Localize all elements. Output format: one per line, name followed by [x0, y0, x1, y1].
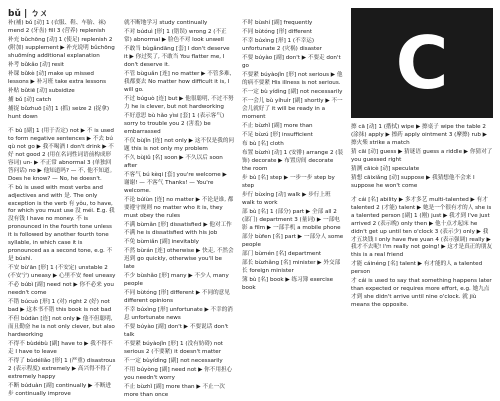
entry: 部门 bùmén [名] department [242, 251, 322, 258]
entry: 不安 bù'ān [形] 1 (不安定) unstable 2 (不安宁) uneasy ▶ 心里不安 feel uneasy [8, 264, 116, 279]
entry: 不仅 bùjǐn [连] not only ▶ 这不仅是我的问题 this is not only my problem [124, 137, 235, 152]
entry: 补课 bǔkè [动] make up missed lessons ▶ 补习班 take extra lessons [8, 71, 107, 85]
entry: 补贴 bǔtiē [动] subsidize [8, 88, 75, 94]
entry: 步 bù [名] step ▶ 一步一步 step by step [242, 175, 335, 190]
column-4 [351, 124, 493, 311]
entry: 才 cái [名] ability ▶ 多才多艺 multi-talented ▶ 有才 talented 2 (才能) talent ▶ 她是一个很有才的人 she is a talented person [副] 1 (刚) just ▶ 我才到 I've just arrived 2 (表示晚) only then ▶ 他十点才起床 he didn't get up until ten o'clock 3 (表示少) only ▶ 我才五块钱 I only have five yuan 4 (表示强调) really ▶ 我才不去呢! I'm really not going! ▶ 这才是真正的朋友 this is a real friend [351, 197, 493, 259]
entry: 部 bù [名] 1 (部分) part ▶ 全部 all 2 (部门) department 3 (量词) ▶ 一部电影 a film ▶ 一部手机 a mobile phone [242, 209, 341, 232]
entry: 不然 bùrán [连] otherwise ▶ 快走, 不然会迟到 go quickly, otherwise you'll be late [124, 247, 234, 270]
entry: 不断 búduàn [副] continually ▶ 不断进步 continually improve [8, 382, 112, 397]
entry: 不幸 búxìng [形] unfortunate ▶ 不幸的消息 unfortunate news [124, 306, 233, 321]
entry: 不要 búyào [副] don't ▶ 不要走 don't go [242, 55, 341, 70]
entry: 不要紧 búyàojǐn [形] not serious ▶ 他的病不要紧 His illness is not serious. [242, 72, 343, 87]
usage-note: 才 cái is used to say that something happens later than expected or requires more effort, e.g. 她九点才到 she didn't arrive until nine o'clock. 就 jiù means the opposite. [351, 278, 492, 309]
entry: 不满 bùmǎn [形] dissatisfied ▶ 他对工作不满 he is dissatisfied with his job [124, 221, 232, 236]
entry: 不足 bùzú [形] insufficient [242, 132, 313, 139]
entry: 不少 bùshǎo [形] many ▶ 不少人 many people [124, 272, 229, 287]
entry: 不敢当 bùgǎndāng [套] I don't deserve it ▶ 你过奖了, 不敢当 You flatter me, I don't deserve it. [124, 46, 230, 68]
entry: 部分 bùfen [名] part ▶ 一部分人 some people [242, 234, 344, 249]
entry: 不免 bùmiǎn [副] inevitably [124, 238, 199, 245]
entry: 不时 bùshí [副] frequently [242, 20, 313, 26]
entry: 不一定 bù yídìng [副] not necessarily [242, 89, 343, 96]
entry: 不久 bùjiǔ [名] soon ▶ 不久以后 soon after [124, 154, 223, 169]
entry: 不管 bùguǎn [连] no matter ▶ 不管多难, 我都要去 No matter how difficult it is, I will go. [124, 71, 232, 93]
entry: 不论 búlùn [连] no matter ▶ 不论是谁, 都要遵守规则 no matter who it is, they must obey the rules [124, 196, 234, 219]
entry: 不好意思 bù hǎo yìsi [套] 1 (表示客气) sorry to trouble you 2 (害羞) be embarrassed [124, 112, 225, 135]
entry: 捕 bǔ [动] catch [8, 97, 52, 104]
entry: 不 bù [副] 1 (用于否定) not ▶ 不 is used to form negative sentences ▶ 不去 bú qù not go ▶ 我不喝酒 I don't drink ▶ 不好 not good 2 (用在名词性词语前构成形容词) un- ▶ 不正常 abnormal 3 (单独回答问话) no ▶ 他知道吗? — 不, 他不知道。 Does he know? — No, he doesn't. [8, 128, 116, 182]
entry: 猜 cāi [动] guess ▶ 猜谜语 guess a riddle ▶ 你猜对了 you guessed right [351, 148, 493, 163]
section-letter: C [395, 21, 449, 105]
entry: 补(補) bǔ [动] 1 (衣服、鞋、车胎、袜) mend 2 (牙齿) fill 3 (营养) replenish [8, 20, 106, 34]
entry: 布 bù [名] cloth [242, 141, 284, 148]
entry: 补考 bǔkǎo [动] resit [8, 61, 64, 68]
entry: 不客气 bú kèqi [套] you're welcome ▶ 谢谢! — 不客气 Thanks! — You're welcome. [124, 171, 227, 194]
entry: 猜想 cāixiǎng [动] suppose ▶ 我猜想他不会来 I suppose he won't come [351, 175, 475, 189]
entry: 不止 bùzhǐ [副] more than [242, 123, 313, 130]
entry: 不同 bùtóng [形] different ▶ 不同的意见 different opinions [124, 289, 230, 304]
entry: 猜测 cāicè [动] speculate [351, 165, 420, 172]
entry: 不同 bùtóng [形] different [242, 29, 313, 36]
column-3 [242, 20, 344, 294]
section-letter-badge [351, 8, 493, 118]
entry: 不必 búbì [副] need not ▶ 你不必来 you needn't come [8, 281, 114, 296]
entry: 不对 búduì [形] 1 (错误) wrong 2 (不正常) abnormal ▶ 脸色不对 look unwell [124, 29, 227, 43]
entry: 不用 búyòng [副] need not ▶ 你不用担心 you needn't worry [124, 366, 233, 381]
entry: 不错 búcuò [形] 1 (对) right 2 (好) not bad ▶ 这本书不错 this book is not bad [8, 298, 112, 313]
running-head: bǔ | ㄅㄨ [8, 9, 49, 19]
entry: 不幸 búxìng [形] 1 (不幸运) unfortunate 2 (灾祸) disaster [242, 38, 322, 53]
entry: 擦 cā [动] 1 (揩拭) wipe ▶ 擦桌子 wipe the table 2 (涂抹) apply ▶ 擦药 apply ointment 3 (摩擦) rub ▶ 擦火柴 strike a match [351, 124, 487, 146]
entry: 不得不 bùdébù [副] have to ▶ 我不得不走 I have to leave [8, 340, 113, 355]
entry: 不止 bùzhǐ [副] more than ▶ 不止一次 more than once [124, 383, 225, 398]
entry: 捕捉 bǔzhuō [动] 1 (抓) seize 2 (捉拿) hunt down [8, 106, 110, 121]
usage-note: 不 bù is used with most verbs and adjectives and with 是. The only exception is the verb 有 yǒu, to have, for which you must use 没 méi. E.g. 我没有钱 I have no money. 不 is pronounced in the fourth tone unless it is followed by another fourth tone syllable, in which case it is pronounced as a second tone, e.g. 不是 búshì. [8, 184, 115, 262]
entry: 簿 bù [名] book ▶ 练习簿 exercise book [242, 277, 334, 292]
column-2 [124, 20, 234, 401]
entry: 步行 bùxíng [动] walk ▶ 步行上班 walk to work [242, 192, 331, 207]
entry: 布置 bùzhì [动] 1 (安排) arrange 2 (装饰) decorate ▶ 布置房间 decorate the room [242, 150, 344, 173]
entry: 就不断地学习 study continually [124, 20, 208, 26]
entry: 部长 bùzhǎng [名] minister ▶ 外交部长 foreign minister [242, 260, 341, 275]
entry: 才能 cáinéng [名] talent ▶ 有才能的人 a talented person [351, 261, 483, 276]
entry: 不过 búguò [连] but ▶ 他很聪明, 不过不努力 he is clever, but not hardworking [124, 95, 234, 110]
entry: 不一会儿 bù yíhuìr [副] shortly ▶ 不一会儿就好了 it will be ready in a moment [242, 98, 343, 121]
entry: 不要紧 búyàojǐn [形] 1 (没有妨碍) not serious 2 (不要紧) it doesn't matter [124, 340, 223, 355]
entry: 不一定 bùyídìng [副] not necessarily [124, 357, 223, 364]
entry: 不要 búyào [副] don't ▶ 不要说话 don't talk [124, 323, 229, 338]
entry: 补充 bǔchōng [动] 1 (使足) replenish 2 (附加) supplement ▶ 补充说明 bǔchōng shuōmíng additional explanation [8, 37, 115, 59]
column-1 [8, 20, 116, 400]
entry: 不但 búdàn [连] not only ▶ 他不但聪明, 而且勤奋 he is not only clever, but also hardworking [8, 315, 115, 338]
entry: 不得了 bùdéliǎo [形] 1 (严重) disastrous 2 (表示程度) extremely ▶ 高兴得不得了 extremely happy [8, 357, 116, 380]
